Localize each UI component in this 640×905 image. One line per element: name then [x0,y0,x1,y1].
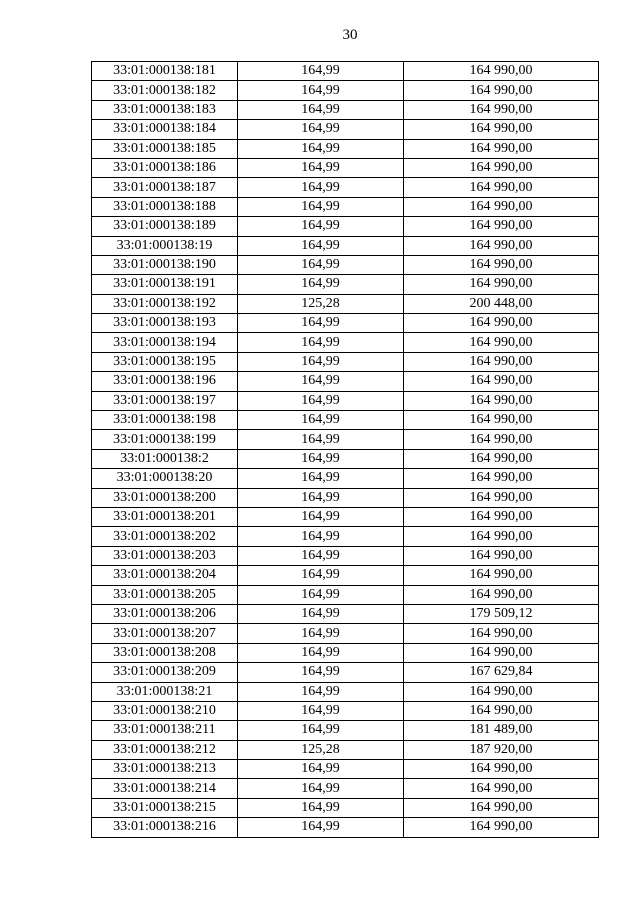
cost-cell: 164 990,00 [404,197,599,216]
area-cell: 164,99 [238,158,404,177]
table-row [92,798,599,817]
table-row [92,352,599,371]
cadastral-number-cell: 33:01:000138:209 [92,663,238,682]
area-cell: 164,99 [238,701,404,720]
cadastral-number-cell: 33:01:000138:207 [92,624,238,643]
area-cell: 164,99 [238,217,404,236]
cost-cell: 164 990,00 [404,139,599,158]
area-cell: 164,99 [238,178,404,197]
table-row [92,275,599,294]
table-row [92,333,599,352]
area-cell: 164,99 [238,352,404,371]
area-cell: 164,99 [238,430,404,449]
cadastral-number-cell: 33:01:000138:21 [92,682,238,701]
table-row [92,469,599,488]
area-cell: 164,99 [238,100,404,119]
table-row [92,682,599,701]
area-cell: 164,99 [238,546,404,565]
cadastral-number-cell: 33:01:000138:184 [92,120,238,139]
cadastral-number-cell: 33:01:000138:215 [92,798,238,817]
page-number: 30 [342,27,358,43]
area-cell: 164,99 [238,527,404,546]
cost-cell: 164 990,00 [404,158,599,177]
cadastral-number-cell: 33:01:000138:210 [92,701,238,720]
area-cell: 164,99 [238,333,404,352]
table-row [92,81,599,100]
cost-cell: 164 990,00 [404,469,599,488]
area-cell: 164,99 [238,449,404,468]
cadastral-number-cell: 33:01:000138:214 [92,779,238,798]
area-cell: 164,99 [238,391,404,410]
table-row [92,585,599,604]
cadastral-number-cell: 33:01:000138:192 [92,294,238,313]
cadastral-number-cell: 33:01:000138:195 [92,352,238,371]
cadastral-number-cell: 33:01:000138:191 [92,275,238,294]
cadastral-number-cell: 33:01:000138:193 [92,314,238,333]
table-row [92,701,599,720]
table-row [92,391,599,410]
table-row [92,818,599,837]
table-row [92,663,599,682]
cost-cell: 164 990,00 [404,391,599,410]
table-row [92,488,599,507]
cost-cell: 164 990,00 [404,275,599,294]
area-cell: 164,99 [238,604,404,623]
area-cell: 164,99 [238,779,404,798]
cost-cell: 164 990,00 [404,100,599,119]
area-cell: 164,99 [238,663,404,682]
table-row [92,294,599,313]
cost-cell: 164 990,00 [404,411,599,430]
cadastral-number-cell: 33:01:000138:211 [92,721,238,740]
cost-cell: 164 990,00 [404,81,599,100]
cost-cell: 164 990,00 [404,217,599,236]
area-cell: 164,99 [238,643,404,662]
cadastral-number-cell: 33:01:000138:208 [92,643,238,662]
cadastral-number-cell: 33:01:000138:190 [92,255,238,274]
cadastral-number-cell: 33:01:000138:205 [92,585,238,604]
table-body [92,62,599,838]
cost-cell: 200 448,00 [404,294,599,313]
cost-cell: 164 990,00 [404,430,599,449]
table-row [92,624,599,643]
cadastral-number-cell: 33:01:000138:206 [92,604,238,623]
table-row [92,507,599,526]
area-cell: 164,99 [238,197,404,216]
table-row [92,158,599,177]
table-row [92,139,599,158]
cadastral-number-cell: 33:01:000138:187 [92,178,238,197]
cost-cell: 164 990,00 [404,314,599,333]
cost-cell: 164 990,00 [404,624,599,643]
area-cell: 164,99 [238,372,404,391]
cadastral-number-cell: 33:01:000138:199 [92,430,238,449]
cost-cell: 164 990,00 [404,178,599,197]
table-row [92,546,599,565]
cadastral-number-cell: 33:01:000138:196 [92,372,238,391]
cost-cell: 164 990,00 [404,372,599,391]
area-cell: 164,99 [238,507,404,526]
table-row [92,217,599,236]
cadastral-number-cell: 33:01:000138:186 [92,158,238,177]
area-cell: 164,99 [238,469,404,488]
parcel-table [91,61,599,838]
cadastral-number-cell: 33:01:000138:19 [92,236,238,255]
cost-cell: 164 990,00 [404,488,599,507]
cadastral-number-cell: 33:01:000138:189 [92,217,238,236]
table-row [92,411,599,430]
area-cell: 164,99 [238,818,404,837]
cost-cell: 164 990,00 [404,546,599,565]
cadastral-number-cell: 33:01:000138:194 [92,333,238,352]
cadastral-number-cell: 33:01:000138:213 [92,760,238,779]
cadastral-number-cell: 33:01:000138:198 [92,411,238,430]
cadastral-number-cell: 33:01:000138:203 [92,546,238,565]
cost-cell: 164 990,00 [404,62,599,81]
area-cell: 125,28 [238,740,404,759]
table-row [92,449,599,468]
table-row [92,527,599,546]
cost-cell: 164 990,00 [404,585,599,604]
table-row [92,100,599,119]
table-row [92,566,599,585]
cost-cell: 164 990,00 [404,507,599,526]
table-row [92,178,599,197]
area-cell: 164,99 [238,411,404,430]
cost-cell: 167 629,84 [404,663,599,682]
cadastral-number-cell: 33:01:000138:216 [92,818,238,837]
area-cell: 164,99 [238,721,404,740]
cost-cell: 164 990,00 [404,333,599,352]
table-row [92,255,599,274]
area-cell: 164,99 [238,255,404,274]
cost-cell: 164 990,00 [404,120,599,139]
cost-cell: 164 990,00 [404,236,599,255]
cost-cell: 181 489,00 [404,721,599,740]
area-cell: 164,99 [238,585,404,604]
cadastral-number-cell: 33:01:000138:197 [92,391,238,410]
table-row [92,721,599,740]
area-cell: 164,99 [238,760,404,779]
area-cell: 164,99 [238,275,404,294]
area-cell: 164,99 [238,488,404,507]
cadastral-number-cell: 33:01:000138:182 [92,81,238,100]
cost-cell: 164 990,00 [404,798,599,817]
area-cell: 164,99 [238,62,404,81]
area-cell: 164,99 [238,682,404,701]
cadastral-number-cell: 33:01:000138:20 [92,469,238,488]
cost-cell: 164 990,00 [404,760,599,779]
area-cell: 164,99 [238,81,404,100]
cost-cell: 164 990,00 [404,818,599,837]
cost-cell: 164 990,00 [404,449,599,468]
area-cell: 164,99 [238,798,404,817]
cost-cell: 164 990,00 [404,255,599,274]
cost-cell: 164 990,00 [404,701,599,720]
table-row [92,120,599,139]
cadastral-number-cell: 33:01:000138:204 [92,566,238,585]
cadastral-number-cell: 33:01:000138:212 [92,740,238,759]
table-row [92,779,599,798]
cost-cell: 164 990,00 [404,682,599,701]
cost-cell: 164 990,00 [404,779,599,798]
cost-cell: 164 990,00 [404,643,599,662]
cost-cell: 164 990,00 [404,566,599,585]
cost-cell: 164 990,00 [404,352,599,371]
cadastral-number-cell: 33:01:000138:201 [92,507,238,526]
area-cell: 125,28 [238,294,404,313]
cost-cell: 179 509,12 [404,604,599,623]
table-row [92,314,599,333]
area-cell: 164,99 [238,120,404,139]
area-cell: 164,99 [238,236,404,255]
area-cell: 164,99 [238,624,404,643]
cadastral-number-cell: 33:01:000138:202 [92,527,238,546]
table-row [92,740,599,759]
cadastral-number-cell: 33:01:000138:181 [92,62,238,81]
cadastral-number-cell: 33:01:000138:183 [92,100,238,119]
table-row [92,430,599,449]
table-row [92,197,599,216]
table-row [92,236,599,255]
cadastral-number-cell: 33:01:000138:200 [92,488,238,507]
area-cell: 164,99 [238,314,404,333]
cost-cell: 164 990,00 [404,527,599,546]
table-row [92,372,599,391]
table-row [92,643,599,662]
table-row [92,760,599,779]
area-cell: 164,99 [238,566,404,585]
area-cell: 164,99 [238,139,404,158]
cost-cell: 187 920,00 [404,740,599,759]
cadastral-number-cell: 33:01:000138:2 [92,449,238,468]
cadastral-number-cell: 33:01:000138:185 [92,139,238,158]
cadastral-number-cell: 33:01:000138:188 [92,197,238,216]
table-row [92,604,599,623]
table-row [92,62,599,81]
